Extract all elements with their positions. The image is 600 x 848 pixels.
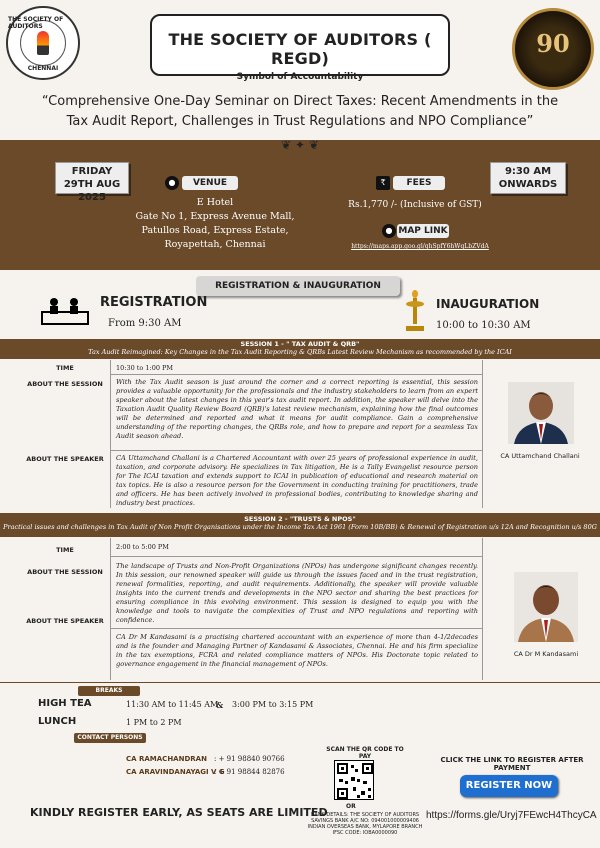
- venue-line: Gate No 1, Express Avenue Mall,: [135, 211, 295, 222]
- location-pin-icon: ●: [165, 176, 179, 190]
- lunch-time: 1 PM to 2 PM: [126, 718, 182, 727]
- session2-band: [0, 513, 600, 537]
- venue-line: E Hotel: [196, 197, 234, 208]
- session2-about-session-label: ABOUT THE SESSION: [27, 568, 103, 576]
- anniversary-number: 90: [536, 29, 570, 58]
- register-early-note: KINDLY REGISTER EARLY, AS SEATS ARE LIMITED: [30, 806, 328, 819]
- session2-about-session: The landscape of Trusts and Non-Profit Organizations (NPOs) has undergone significant changes recently. In this session, our renowned speaker will guide us through the issues faced and in the trust registration, renewal formalities, reporting, and audit requirements. Additionally, the speaker will provide valuable insights into the current trends and developments in the NPO sector and sharing the best practices for ensuring compliance in this evolving environment. This session is designed to equip you with the knowledge and tools to navigate the complexities of Trust and NPO regulations and reporting with confidence.: [116, 562, 478, 624]
- inauguration-time: 10:00 to 10:30 AM: [436, 320, 531, 331]
- event-date: 29TH AUG 2025: [63, 179, 121, 203]
- lunch-label: LUNCH: [38, 716, 77, 727]
- session1-about-session: With the Tax Audit season is just around the corner and a correct reporting is essential, this session provides a valuable opportunity for the professionals and the industry stakeholders to learn from an expert speaker about the latest changes in this year's tax audit report. In addition, the speaker will delve into the Taxation Audit Quality Review Board (QRB)'s latest review mechanism, explaining how the final outcomes will be determined and reported and what it means for audit compliance. Gain a comprehensive understanding of the reporting changes, the QRBs role, and how to prepare and report for a seamless Tax Audit season ahead.: [116, 378, 478, 440]
- session2-subtitle: Practical issues and challenges in Tax Audit of Non Profit Organisations under the Income Tax Act 1961 (Form 10B/BB) & Renewal of Registration u/s 12A and Recognition u/s 80G: [3, 523, 597, 531]
- venue-line: Patullos Road, Express Estate,: [141, 225, 289, 236]
- session1-about-speaker-label: ABOUT THE SPEAKER: [26, 455, 104, 463]
- map-link-label: MAP LINK: [398, 226, 448, 236]
- reg-inaug-heading: REGISTRATION & INAUGURATION: [196, 276, 400, 296]
- registration-title: REGISTRATION: [100, 295, 208, 310]
- speaker1-photo: [508, 382, 574, 444]
- contact2-phone: : + 91 98844 82876: [214, 768, 285, 776]
- register-form-link[interactable]: https://forms.gle/Uryj7FEwcH4ThcyCA: [426, 810, 597, 821]
- scan-qr-text: SCAN THE QR CODE TO PAY: [326, 746, 404, 760]
- session1-about-session-label: ABOUT THE SESSION: [27, 380, 103, 388]
- rupee-icon: ₹: [376, 176, 390, 190]
- fees-label: FEES: [393, 176, 445, 190]
- bank-details: [300, 812, 430, 836]
- session2-heading: SESSION 2 - "TRUSTS & NPOS": [244, 515, 356, 523]
- bank-line: SAVINGS BANK A/C NO: 094001000009406: [311, 818, 419, 824]
- tagline: Symbol of Accountability: [236, 72, 364, 82]
- venue-label: VENUE: [182, 176, 238, 190]
- logo-top-text: THE SOCIETY OF AUDITORS: [8, 16, 64, 30]
- registration-desk-icon: [40, 296, 90, 328]
- speaker2-name: CA Dr M Kandasami: [513, 650, 579, 658]
- table-divider: [110, 538, 111, 680]
- qr-code-icon[interactable]: [334, 760, 374, 800]
- fees-value: Rs.1,770 /- (Inclusive of GST): [348, 200, 482, 210]
- ornament-divider-icon: ❦ ✦ ❦: [281, 138, 319, 152]
- event-info-band: [0, 140, 600, 270]
- seminar-title: “Comprehensive One-Day Seminar on Direct Taxes: Recent Amendments in the Tax Audit Report, Challenges in Trust Regulations and NPO Compliance”: [41, 94, 559, 129]
- map-link[interactable]: https://maps.app.goo.gl/qhSpfY6hWqLbZVdA: [351, 243, 489, 250]
- society-logo-left: [6, 6, 80, 80]
- title-box: [150, 14, 450, 82]
- table-divider: [110, 360, 111, 508]
- session2-time-label: TIME: [56, 546, 74, 554]
- bank-line: INDIAN OVERSEAS BANK, MYLAPORE BRANCH: [307, 824, 423, 830]
- high-tea-label: HIGH TEA: [38, 698, 92, 709]
- speaker2-photo: [514, 572, 578, 642]
- registration-time: From 9:30 AM: [108, 318, 182, 329]
- bank-line: IFSC CODE: IOBA0000090: [332, 830, 398, 836]
- time-box: [490, 162, 566, 194]
- table-divider: [482, 360, 483, 508]
- session2-about-speaker-label: ABOUT THE SPEAKER: [26, 617, 104, 625]
- org-name: THE SOCIETY OF AUDITORS ( REGD): [168, 30, 432, 68]
- breaks-label: BREAKS: [78, 686, 140, 696]
- session1-time-label: TIME: [56, 364, 74, 372]
- section-divider: [0, 682, 600, 683]
- high-tea-amp: &: [216, 700, 224, 710]
- speaker1-name: CA Uttamchand Challani: [500, 452, 580, 460]
- session2-about-speaker: CA Dr M Kandasami is a practising chartered accountant with an experience of more than 4-1/2decades and is the founder and Managing Partner of Kandasami & Associates, Chennai. He and his firm specialize in the tax exemptions, FCRA and related compliance matters of NPOs. His Doctorate topic related to governance engagement in the financial management of NPOs.: [116, 633, 478, 668]
- register-now-button[interactable]: REGISTER NOW: [460, 775, 558, 797]
- or-text: OR: [346, 803, 356, 810]
- bank-line: BANK DETAILS: THE SOCIETY OF AUDITORS: [310, 812, 420, 818]
- event-time-line1: 9:30 AM: [504, 166, 552, 177]
- venue-address: [130, 196, 300, 252]
- table-divider: [110, 556, 482, 557]
- high-tea-time2: 3:00 PM to 3:15 PM: [232, 700, 314, 709]
- session1-time: 10:30 to 1:00 PM: [116, 364, 174, 372]
- event-day: FRIDAY: [71, 166, 113, 177]
- contact1-phone: : + 91 98840 90766: [214, 755, 285, 763]
- contact-persons-label: CONTACT PERSONS: [74, 733, 146, 743]
- contact2-name: CA ARAVINDANAYAGI V G: [126, 768, 225, 776]
- high-tea-time1: 11:30 AM to 11:45 AM: [126, 700, 219, 709]
- table-divider: [482, 538, 483, 680]
- inauguration-title: INAUGURATION: [436, 297, 540, 311]
- contact1-name: CA RAMACHANDRAN: [126, 755, 207, 763]
- anniversary-logo: [512, 8, 594, 90]
- lamp-icon: [402, 290, 428, 334]
- session1-heading: SESSION 1 - " TAX AUDIT & QRB": [240, 340, 360, 348]
- map-pin-icon: ●: [382, 224, 396, 238]
- event-time-line2: ONWARDS: [498, 179, 558, 190]
- table-divider: [110, 628, 482, 629]
- session2-time: 2:00 to 5:00 PM: [116, 543, 169, 551]
- logo-bottom-text: CHENNAI: [27, 65, 59, 72]
- date-box: [55, 162, 129, 203]
- register-instruction: CLICK THE LINK TO REGISTER AFTER PAYMENT: [440, 756, 584, 772]
- table-divider: [110, 450, 482, 451]
- table-divider: [110, 374, 482, 375]
- session1-about-speaker: CA Uttamchand Challani is a Chartered Accountant with over 25 years of professional experience in audit, taxation, and corporate advisory. He specializes in Tax litigation, He is a Tally Evangelist resource person for The ICAI taxation and extends support to ICAI in publication of educational and research material on tax topics. He is also a resource person for the Government in conducting training for practitioners, trade and officers. He has been actively involved in professional bodies, contributing to knowledge sharing and industry best practices.: [116, 454, 478, 507]
- venue-line: Royapettah, Chennai: [164, 239, 266, 250]
- session1-subtitle: Tax Audit Reimagined: Key Changes in the Tax Audit Reporting & QRBs Latest Review Mechanism as recommended by the ICAI: [88, 348, 512, 356]
- session1-band: [0, 339, 600, 359]
